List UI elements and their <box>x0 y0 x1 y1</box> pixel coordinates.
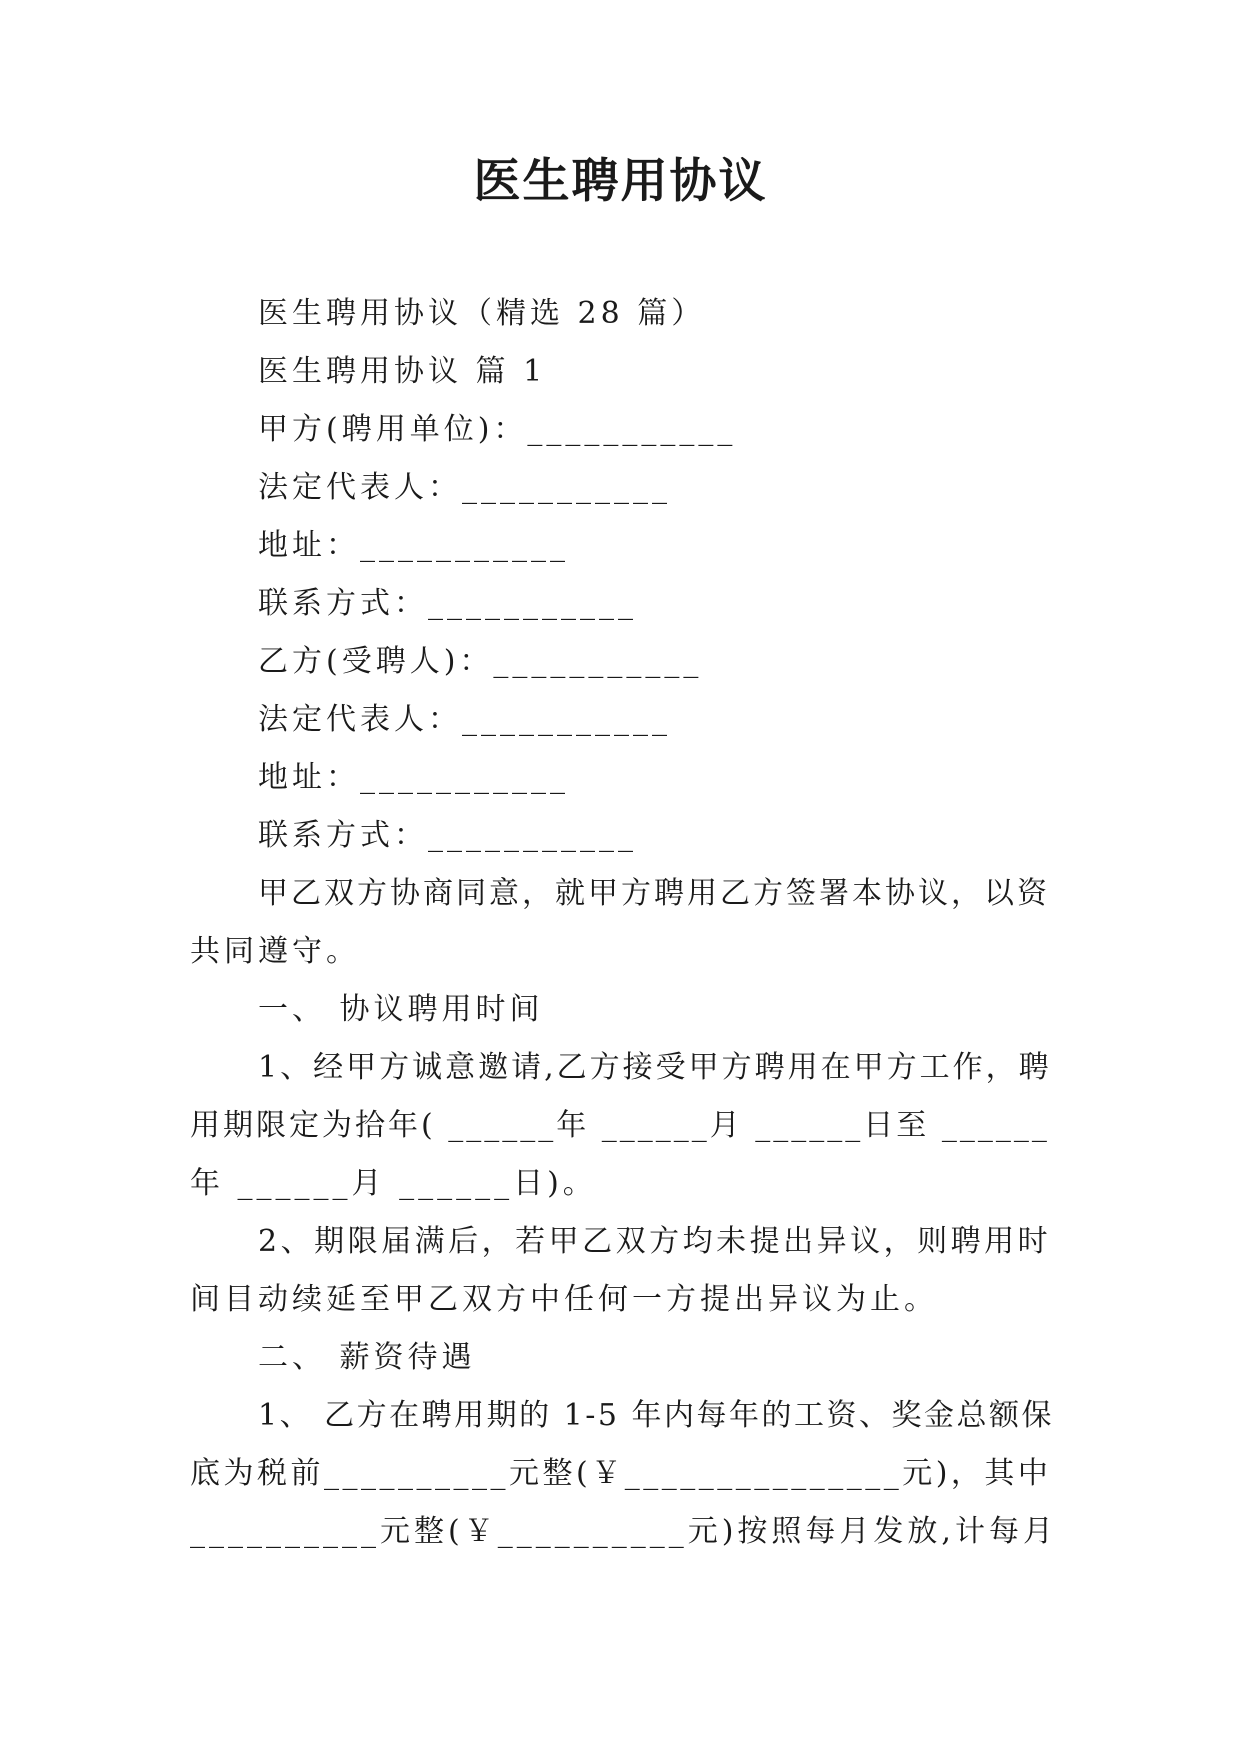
clause-heading: 二、 薪资待遇 <box>258 1340 476 1375</box>
paragraph-line: 用期限定为拾年( ______年 ______月 ______日至 ______ <box>190 1108 1050 1143</box>
party-a-contact-field: 联系方式：___________ <box>258 586 637 621</box>
paragraph-line: 1、 乙方在聘用期的 1-5 年内每年的工资、奖金总额保 <box>258 1398 1055 1433</box>
clause-heading: 一、 协议聘用时间 <box>258 992 544 1027</box>
paragraph-line: 甲乙双方协商同意，就甲方聘用乙方签署本协议，以资 <box>258 876 1050 911</box>
party-b-address-field: 地址：___________ <box>258 760 569 795</box>
party-b-representative-field: 法定代表人：___________ <box>258 702 671 737</box>
paragraph-line: 1、经甲方诚意邀请,乙方接受甲方聘用在甲方工作，聘 <box>258 1050 1052 1085</box>
document-title: 医生聘用协议 <box>473 154 768 209</box>
subtitle-line: 医生聘用协议（精选 28 篇） <box>258 296 706 331</box>
party-a-representative-field: 法定代表人：___________ <box>258 470 671 505</box>
paragraph-line: 间目动续延至甲乙双方中任何一方提出异议为止。 <box>190 1282 938 1317</box>
paragraph-line: 底为税前__________元整(￥_______________元)，其中 <box>190 1456 1052 1491</box>
section-heading: 医生聘用协议 篇 1 <box>258 354 547 389</box>
paragraph-line: 共同遵守。 <box>190 934 360 969</box>
paragraph-line: __________元整(￥__________元)按照每月发放,计每月 <box>190 1514 1057 1549</box>
paragraph-line: 年 ______月 ______日)。 <box>190 1166 597 1201</box>
party-b-field: 乙方(受聘人)：___________ <box>258 644 703 679</box>
party-b-contact-field: 联系方式：___________ <box>258 818 637 853</box>
party-a-address-field: 地址：___________ <box>258 528 569 563</box>
paragraph-line: 2、期限届满后，若甲乙双方均未提出异议，则聘用时 <box>258 1224 1052 1259</box>
party-a-field: 甲方(聘用单位)：___________ <box>258 412 737 447</box>
